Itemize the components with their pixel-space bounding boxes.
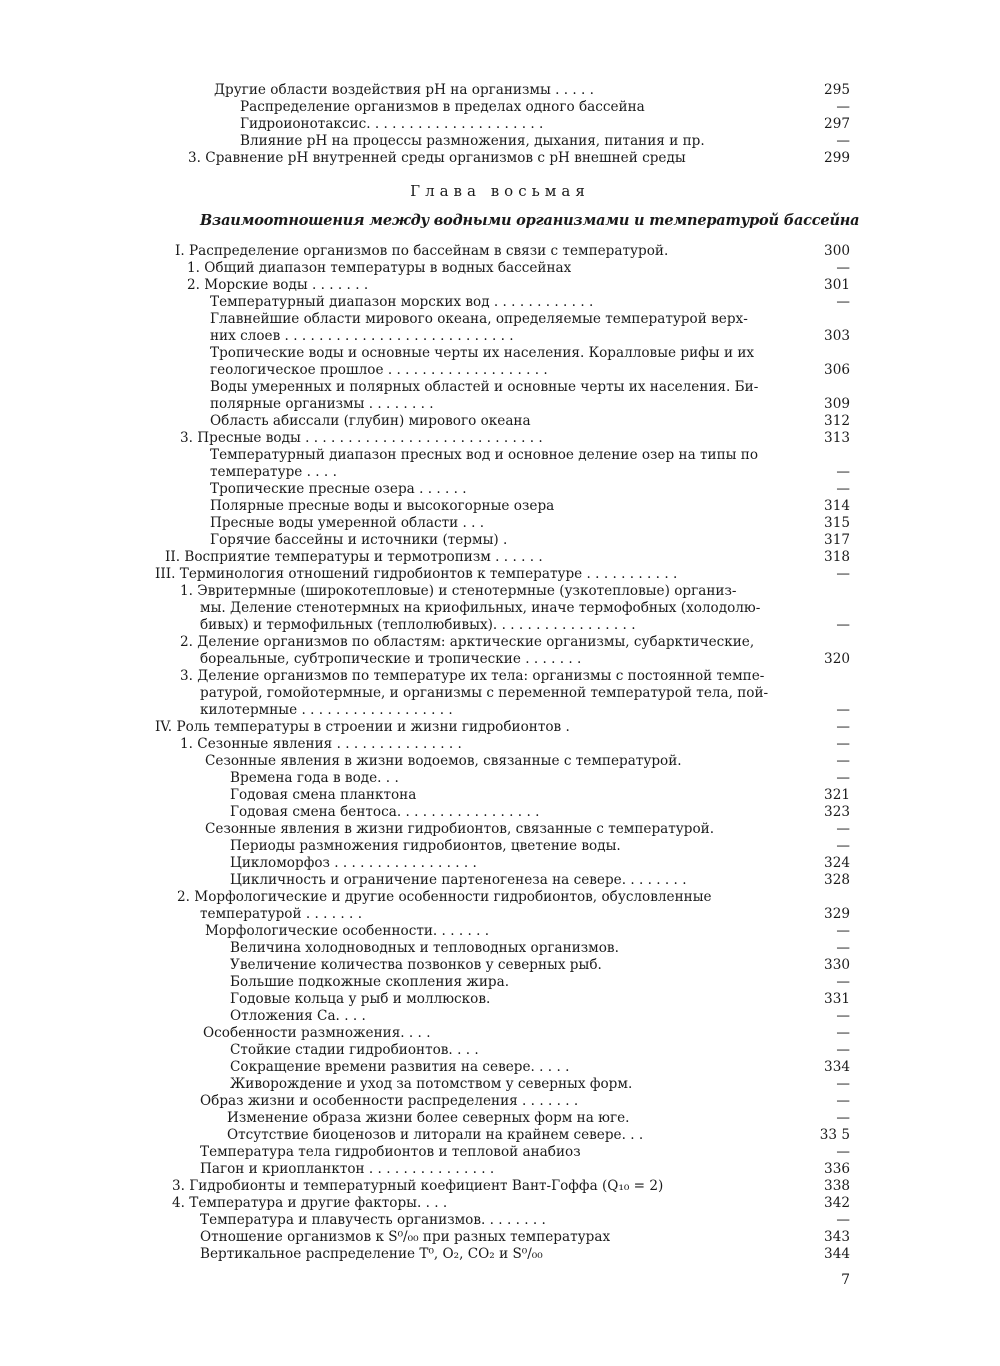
toc-row-page: 299 bbox=[824, 150, 850, 166]
toc-row-text: геологическое прошлое . . . . . . . . . . . . . . . . . . . bbox=[210, 362, 548, 378]
toc-row bbox=[0, 413, 1000, 430]
toc-row bbox=[0, 685, 1000, 702]
toc-row-text: Величина холодноводных и тепловодных организмов. bbox=[230, 940, 619, 956]
toc-row-text: Воды умеренных и полярных областей и основные черты их населения. Би- bbox=[210, 379, 759, 395]
toc-row bbox=[0, 583, 1000, 600]
toc-row-text: Сезонные явления в жизни гидробионтов, связанные с температурой. bbox=[205, 821, 715, 837]
toc-row bbox=[0, 1059, 1000, 1076]
toc-row-text: Стойкие стадии гидробионтов. . . . bbox=[230, 1042, 479, 1058]
toc-row bbox=[0, 1246, 1000, 1263]
toc-row-page: — bbox=[836, 481, 850, 497]
toc-row bbox=[0, 855, 1000, 872]
toc-row bbox=[0, 362, 1000, 379]
toc-row-text: Особенности размножения. . . . bbox=[203, 1025, 431, 1041]
toc-row bbox=[0, 133, 1000, 150]
toc-row-text: 1. Сезонные явления . . . . . . . . . . . . . . . bbox=[180, 736, 462, 752]
toc-row-text: IV. Роль температуры в строении и жизни гидробионтов . bbox=[155, 719, 570, 735]
toc-row bbox=[0, 1178, 1000, 1195]
toc-row-page: 303 bbox=[824, 328, 850, 344]
toc-row-text: I. Распределение организмов по бассейнам в связи с температурой. bbox=[175, 243, 669, 259]
toc-row-text: 2. Морские воды . . . . . . . bbox=[187, 277, 369, 293]
toc-row-page: 300 bbox=[824, 243, 850, 259]
toc-row bbox=[0, 396, 1000, 413]
toc-row bbox=[0, 1076, 1000, 1093]
toc-row-page: 313 bbox=[824, 430, 850, 446]
toc-row-text: II. Восприятие температуры и термотропизм . . . . . . bbox=[165, 549, 543, 565]
toc-row-text: Горячие бассейны и источники (термы) . bbox=[210, 532, 508, 548]
toc-row bbox=[0, 1042, 1000, 1059]
toc-row bbox=[0, 1093, 1000, 1110]
toc-row-text: Отложения Са. . . . bbox=[230, 1008, 366, 1024]
toc-row bbox=[0, 277, 1000, 294]
toc-row-text: Увеличение количества позвонков у северных рыб. bbox=[230, 957, 602, 973]
toc-row-text: Распределение организмов в пределах одного бассейна bbox=[240, 99, 645, 115]
toc-row-page: — bbox=[836, 1042, 850, 1058]
toc-row-text: Тропические воды и основные черты их населения. Коралловые рифы и их bbox=[210, 345, 755, 361]
toc-row bbox=[0, 634, 1000, 651]
toc-row-page: 324 bbox=[824, 855, 850, 871]
toc-row bbox=[0, 736, 1000, 753]
toc-row-page: 342 bbox=[824, 1195, 850, 1211]
toc-row bbox=[0, 532, 1000, 549]
toc-row bbox=[0, 311, 1000, 328]
toc-row-page: — bbox=[836, 1076, 850, 1092]
toc-row-text: Гидроионотаксис. . . . . . . . . . . . . . . . . . . . . bbox=[240, 116, 544, 132]
toc-row-page: — bbox=[836, 702, 850, 718]
toc-row-text: Периоды размножения гидробионтов, цветение воды. bbox=[230, 838, 621, 854]
toc-row-page: 334 bbox=[824, 1059, 850, 1075]
chapter-title: Взаимоотношения между водными организмами и температурой бассейна bbox=[200, 212, 860, 229]
toc-row-page: — bbox=[836, 464, 850, 480]
toc-row-text: Отношение организмов к S⁰/₀₀ при разных температурах bbox=[200, 1229, 611, 1245]
toc-row bbox=[0, 1212, 1000, 1229]
toc-row-page: 338 bbox=[824, 1178, 850, 1194]
toc-row-page: — bbox=[836, 940, 850, 956]
toc-row-page: — bbox=[836, 133, 850, 149]
toc-row bbox=[0, 668, 1000, 685]
toc-row-page: 328 bbox=[824, 872, 850, 888]
toc-row-text: Годовая смена бентоса. . . . . . . . . . . . . . . . . bbox=[230, 804, 540, 820]
toc-row bbox=[0, 787, 1000, 804]
toc-row-page: — bbox=[836, 770, 850, 786]
toc-row bbox=[0, 702, 1000, 719]
toc-row-text: Температура и плавучесть организмов. . . . . . . . bbox=[200, 1212, 546, 1228]
toc-row-text: Отсутствие биоценозов и литорали на крайнем севере. . . bbox=[227, 1127, 644, 1143]
toc-row-page: — bbox=[836, 1008, 850, 1024]
toc-row-text: Изменение образа жизни более северных форм на юге. bbox=[227, 1110, 630, 1126]
toc-row-text: мы. Деление стенотермных на криофильных, иначе термофобных (холодолю- bbox=[200, 600, 761, 616]
toc-row bbox=[0, 719, 1000, 736]
toc-row-text: 1. Эвритермные (широкотепловые) и стенотермные (узкотепловые) организ- bbox=[180, 583, 737, 599]
toc-row bbox=[0, 889, 1000, 906]
toc-row-text: Температурный диапазон морских вод . . . . . . . . . . . . bbox=[210, 294, 594, 310]
toc-row bbox=[0, 1144, 1000, 1161]
toc-row-page: — bbox=[836, 566, 850, 582]
toc-row-page: — bbox=[836, 736, 850, 752]
toc-row-text: температуре . . . . bbox=[210, 464, 337, 480]
toc-row-page: — bbox=[836, 1212, 850, 1228]
toc-row-text: Пресные воды умеренной области . . . bbox=[210, 515, 485, 531]
toc-row-page: — bbox=[836, 1093, 850, 1109]
toc-row-page: 306 bbox=[824, 362, 850, 378]
toc-row-page: 33 5 bbox=[819, 1127, 850, 1143]
toc-row-text: Образ жизни и особенности распределения . . . . . . . bbox=[200, 1093, 579, 1109]
toc-row bbox=[0, 617, 1000, 634]
toc-row-page: — bbox=[836, 838, 850, 854]
toc-row-page: 318 bbox=[824, 549, 850, 565]
toc-row-text: Цикломорфоз . . . . . . . . . . . . . . . . . bbox=[230, 855, 477, 871]
toc-row-text: Годовая смена планктона bbox=[230, 787, 417, 803]
toc-row-text: Другие области воздействия рН на организмы . . . . . bbox=[214, 82, 595, 98]
toc-row-page: — bbox=[836, 719, 850, 735]
toc-row-page: — bbox=[836, 821, 850, 837]
toc-row-page: 331 bbox=[824, 991, 850, 1007]
toc-row bbox=[0, 447, 1000, 464]
toc-row bbox=[0, 150, 1000, 167]
toc-row-text: III. Терминология отношений гидробионтов к температуре . . . . . . . . . . . bbox=[155, 566, 678, 582]
toc-row bbox=[0, 345, 1000, 362]
toc-row-text: Температурный диапазон пресных вод и основное деление озер на типы по bbox=[210, 447, 759, 463]
toc-row bbox=[0, 498, 1000, 515]
toc-row-page: 317 bbox=[824, 532, 850, 548]
toc-row bbox=[0, 1025, 1000, 1042]
toc-row-text: 3. Сравнение рН внутренней среды организмов с рН внешней среды bbox=[188, 150, 686, 166]
toc-row-page: — bbox=[836, 99, 850, 115]
toc-row-page: — bbox=[836, 617, 850, 633]
toc-row-page: 312 bbox=[824, 413, 850, 429]
toc-row-text: ратурой, гомойотермные, и организмы с переменной температурой тела, пой- bbox=[200, 685, 769, 701]
toc-row-text: полярные организмы . . . . . . . . bbox=[210, 396, 434, 412]
toc-row bbox=[0, 804, 1000, 821]
toc-row-text: них слоев . . . . . . . . . . . . . . . . . . . . . . . . . . . bbox=[210, 328, 514, 344]
toc-row-text: Цикличность и ограничение партеногенеза на севере. . . . . . . . bbox=[230, 872, 687, 888]
toc-row-text: Влияние рН на процессы размножения, дыхания, питания и пр. bbox=[240, 133, 705, 149]
toc-row bbox=[0, 99, 1000, 116]
toc-row-text: температурой . . . . . . . bbox=[200, 906, 363, 922]
toc-row-page: — bbox=[836, 974, 850, 990]
toc-row bbox=[0, 549, 1000, 566]
toc-row bbox=[0, 430, 1000, 447]
toc-row-text: Область абиссали (глубин) мирового океана bbox=[210, 413, 531, 429]
toc-row-text: 2. Морфологические и другие особенности гидробионтов, обусловленные bbox=[177, 889, 712, 905]
toc-row-page: 301 bbox=[824, 277, 850, 293]
toc-row-page: 309 bbox=[824, 396, 850, 412]
toc-row-text: Пагон и криопланктон . . . . . . . . . . . . . . . bbox=[200, 1161, 495, 1177]
toc-row bbox=[0, 294, 1000, 311]
toc-row bbox=[0, 82, 1000, 99]
toc-row bbox=[0, 260, 1000, 277]
toc-row bbox=[0, 243, 1000, 260]
toc-row-page: 295 bbox=[824, 82, 850, 98]
toc-row bbox=[0, 328, 1000, 345]
toc-row-page: — bbox=[836, 1144, 850, 1160]
toc-row-text: бореальные, субтропические и тропические . . . . . . . bbox=[200, 651, 582, 667]
toc-row-text: Большие подкожные скопления жира. bbox=[230, 974, 510, 990]
chapter-heading: Глава восьмая bbox=[410, 182, 590, 200]
toc-row-page: 297 bbox=[824, 116, 850, 132]
toc-row-page: 330 bbox=[824, 957, 850, 973]
toc-row-text: Сокращение времени развития на севере. . . . . bbox=[230, 1059, 570, 1075]
toc-row-page: 343 bbox=[824, 1229, 850, 1245]
toc-row bbox=[0, 464, 1000, 481]
toc-row-text: 2. Деление организмов по областям: арктические организмы, субарктические, bbox=[180, 634, 755, 650]
toc-row-page: 329 bbox=[824, 906, 850, 922]
toc-row-text: Годовые кольца у рыб и моллюсков. bbox=[230, 991, 491, 1007]
toc-row-text: Тропические пресные озера . . . . . . bbox=[210, 481, 467, 497]
toc-row bbox=[0, 1195, 1000, 1212]
toc-row bbox=[0, 1008, 1000, 1025]
toc-row-page: — bbox=[836, 1025, 850, 1041]
toc-row bbox=[0, 974, 1000, 991]
toc-row bbox=[0, 1110, 1000, 1127]
toc-row bbox=[0, 957, 1000, 974]
toc-row bbox=[0, 991, 1000, 1008]
toc-row bbox=[0, 940, 1000, 957]
toc-row bbox=[0, 872, 1000, 889]
toc-row-text: Сезонные явления в жизни водоемов, связанные с температурой. bbox=[205, 753, 682, 769]
page-number: 7 bbox=[841, 1272, 850, 1288]
toc-row-text: Вертикальное распределение T⁰, O₂, CO₂ и S⁰/₀₀ bbox=[200, 1246, 543, 1262]
toc-row-text: килотермные . . . . . . . . . . . . . . . . . . bbox=[200, 702, 453, 718]
toc-row-page: 315 bbox=[824, 515, 850, 531]
toc-row bbox=[0, 379, 1000, 396]
toc-row-page: 336 bbox=[824, 1161, 850, 1177]
toc-row-text: 1. Общий диапазон температуры в водных бассейнах bbox=[187, 260, 572, 276]
toc-row bbox=[0, 116, 1000, 133]
toc-row bbox=[0, 1127, 1000, 1144]
toc-row bbox=[0, 1229, 1000, 1246]
toc-row-page: 320 bbox=[824, 651, 850, 667]
toc-row-text: Температура тела гидробионтов и тепловой анабиоз bbox=[200, 1144, 581, 1160]
toc-row bbox=[0, 481, 1000, 498]
toc-row-text: 4. Температура и другие факторы. . . . bbox=[172, 1195, 448, 1211]
toc-row bbox=[0, 1161, 1000, 1178]
toc-row bbox=[0, 838, 1000, 855]
toc-row bbox=[0, 770, 1000, 787]
toc-row bbox=[0, 651, 1000, 668]
toc-row bbox=[0, 906, 1000, 923]
toc-row bbox=[0, 821, 1000, 838]
toc-row-page: 323 bbox=[824, 804, 850, 820]
toc-row bbox=[0, 566, 1000, 583]
toc-row-page: 314 bbox=[824, 498, 850, 514]
toc-row-page: 344 bbox=[824, 1246, 850, 1262]
toc-row-text: 3. Пресные воды . . . . . . . . . . . . . . . . . . . . . . . . . . . . bbox=[180, 430, 543, 446]
toc-row bbox=[0, 753, 1000, 770]
toc-row bbox=[0, 600, 1000, 617]
toc-row-text: Времена года в воде. . . bbox=[230, 770, 399, 786]
toc-row-page: — bbox=[836, 294, 850, 310]
toc-row-text: Главнейшие области мирового океана, определяемые температурой верх- bbox=[210, 311, 748, 327]
toc-row-text: 3. Деление организмов по температуре их тела: организмы с постоянной темпе- bbox=[180, 668, 765, 684]
toc-row-page: — bbox=[836, 1110, 850, 1126]
toc-row-text: бивых) и термофильных (теплолюбивых). . . . . . . . . . . . . . . . . bbox=[200, 617, 636, 633]
toc-row-text: Полярные пресные воды и высокогорные озера bbox=[210, 498, 555, 514]
toc-row-page: — bbox=[836, 260, 850, 276]
toc-row bbox=[0, 923, 1000, 940]
toc-row-page: — bbox=[836, 923, 850, 939]
toc-row-text: Живорождение и уход за потомством у северных форм. bbox=[230, 1076, 633, 1092]
toc-row-page: 321 bbox=[824, 787, 850, 803]
toc-row-page: — bbox=[836, 753, 850, 769]
toc-row-text: 3. Гидробионты и температурный коефициент Вант-Гоффа (Q₁₀ = 2) bbox=[172, 1178, 664, 1194]
toc-row-text: Морфологические особенности. . . . . . . bbox=[205, 923, 490, 939]
toc-row bbox=[0, 515, 1000, 532]
